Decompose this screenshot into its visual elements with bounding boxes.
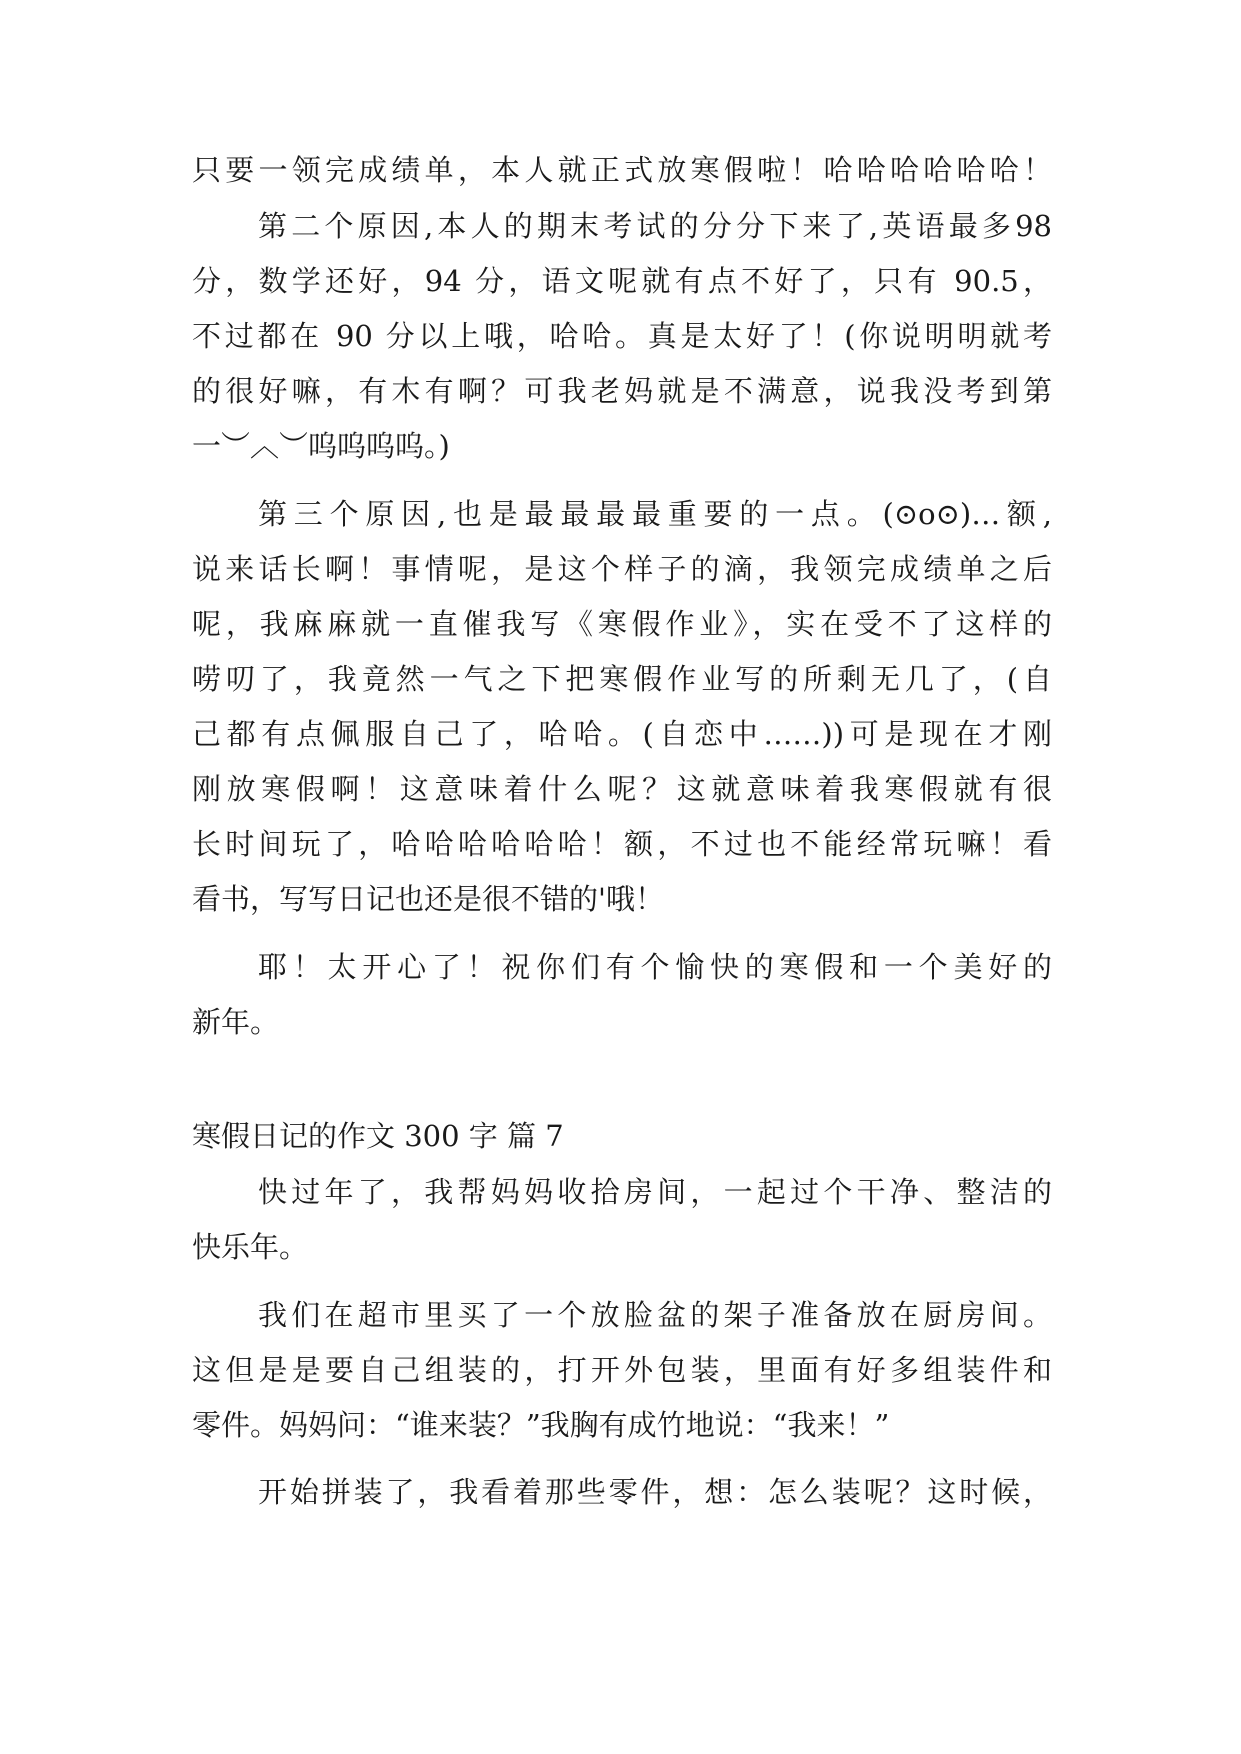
text-line: 看书，写写日记也还是很不错的'哦！ bbox=[192, 882, 664, 916]
text-line: 的很好嘛，有木有啊？可我老妈就是不满意，说我没考到第 bbox=[192, 374, 1052, 408]
text-line: 呢，我麻麻就一直催我写《寒假作业》，实在受不了这样的 bbox=[192, 607, 1052, 641]
paragraph-line: 我们在超市里买了一个放脸盆的架子准备放在厨房间。 bbox=[258, 1298, 1052, 1332]
paragraph-line: 第二个原因,本人的期末考试的分分下来了,英语最多98 bbox=[258, 209, 1052, 243]
text-line: 己都有点佩服自己了，哈哈。(自恋中……))可是现在才刚 bbox=[192, 717, 1052, 751]
paragraph-line: 开始拼装了，我看着那些零件，想：怎么装呢？这时候， bbox=[258, 1475, 1052, 1509]
text-line: 零件。妈妈问：“谁来装？”我胸有成竹地说：“我来！” bbox=[192, 1408, 890, 1442]
section-heading: 寒假日记的作文 300 字 篇 7 bbox=[192, 1119, 564, 1153]
text-line: 刚放寒假啊！这意味着什么呢？这就意味着我寒假就有很 bbox=[192, 772, 1052, 806]
paragraph-line: 快过年了，我帮妈妈收拾房间，一起过个干净、整洁的 bbox=[258, 1175, 1052, 1209]
text-line: 只要一领完成绩单，本人就正式放寒假啦！哈哈哈哈哈哈！ bbox=[192, 153, 1052, 187]
text-line: 说来话长啊！事情呢，是这个样子的滴，我领完成绩单之后 bbox=[192, 552, 1052, 586]
text-line: 长时间玩了，哈哈哈哈哈哈！额，不过也不能经常玩嘛！看 bbox=[192, 827, 1052, 861]
text-line: 一︶︿︶呜呜呜呜。) bbox=[192, 429, 450, 463]
text-line: 唠叨了，我竟然一气之下把寒假作业写的所剩无几了，(自 bbox=[192, 662, 1052, 696]
text-line: 这但是是要自己组装的，打开外包装，里面有好多组装件和 bbox=[192, 1353, 1052, 1387]
text-line: 新年。 bbox=[192, 1005, 280, 1039]
text-line: 快乐年。 bbox=[192, 1230, 309, 1264]
paragraph-line: 第三个原因,也是最最最最重要的一点。(⊙o⊙)…额, bbox=[258, 497, 1052, 531]
text-line: 不过都在 90 分以上哦，哈哈。真是太好了！(你说明明就考 bbox=[192, 319, 1052, 353]
text-line: 分，数学还好，94 分，语文呢就有点不好了，只有 90.5， bbox=[192, 264, 1052, 298]
paragraph-line: 耶！太开心了！祝你们有个愉快的寒假和一个美好的 bbox=[258, 950, 1052, 984]
